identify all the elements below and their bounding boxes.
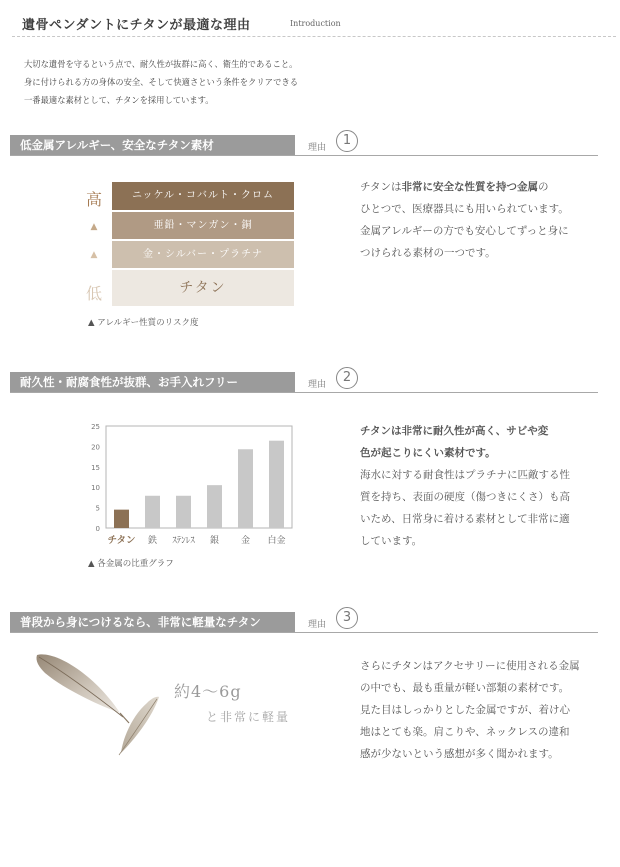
text-line: いため、日常身に着ける素材として非常に適 [360,513,570,525]
feather-light-text: と非常に軽量 [206,710,291,724]
text-line: さらにチタンはアクセサリーに使用される金属 [360,660,580,672]
text-line: 金属アレルギーの方でも安心してずっと身に [360,225,569,237]
chart-frame [106,426,292,528]
low-label: 低 [85,284,102,303]
page-title: 遺骨ペンダントにチタンが最適な理由 [22,18,251,33]
text-line: 見た目はしっかりとした金属ですが、着け心 [360,704,570,716]
section-1-number-circle: 1 [336,130,358,152]
text-line: 感が少ないという感想が多く聞かれます。 [360,748,559,760]
section-1-text [360,176,569,264]
chart-caption: ▲ 各金属の比重グラフ [88,559,174,569]
text-span: チタンは [360,181,402,193]
section-3-rule [10,632,598,633]
text-line: ひとつで、医療器具にも用いられています。 [360,203,569,215]
y-tick-label: 25 [91,423,100,431]
intro-line: 一番最適な素材として、チタンを採用しています。 [24,95,214,105]
triangle-icon: ▲ [90,250,98,260]
text-line: 質を持ち、表面の硬度（傷つきにくさ）も高 [360,491,570,503]
bar [207,485,222,528]
intro-text [24,55,298,109]
high-label: 高 [85,190,102,209]
section-1-rule [10,155,598,156]
section-2-number-circle: 2 [336,367,358,389]
y-tick-label: 20 [91,443,100,452]
x-tick-label: 金 [240,536,251,546]
text-line: の中でも、最も重量が軽い部類の素材です。 [360,682,570,694]
intro-line: 大切な遺骨を守るという点で、耐久性が抜群に高く、衛生的であること。 [24,59,298,69]
strong-line: チタンは非常に耐久性が高く、サビや変 [360,425,549,437]
allergy-caption: ▲ アレルギー性質のリスク度 [88,318,199,328]
feather-icon [25,645,175,765]
section-2-text [360,420,570,552]
section-2-rule [10,392,598,393]
allergy-row-titanium: チタン [112,270,294,306]
x-tick-label: 銀 [209,536,220,546]
bar [238,449,253,528]
text-strong: 非常に安全な性質を持つ金属 [401,181,538,193]
bar [269,441,284,528]
section-3-text [360,655,580,765]
allergy-row-gold: 金・シルバー・プラチナ [112,241,294,268]
bar [145,496,160,528]
section-3-heading: 普段から身につけるなら、非常に軽量なチタン [10,612,295,632]
section-1-reason-label: 理由 [308,143,327,153]
section-2-heading: 耐久性・耐腐食性が抜群、お手入れフリー [10,372,295,392]
header-divider [12,36,616,37]
section-3-reason-label: 理由 [308,620,327,630]
x-tick-label: 鉄 [147,536,158,546]
strong-line: 色が起こりにくい素材です。 [360,447,496,459]
intro-line: 身に付けられる方の身体の安全、そして快適さという条件をクリアできる [24,77,299,87]
bar [176,496,191,528]
page-subtitle: Introduction [290,19,341,28]
text-span: の [537,181,549,193]
section-3-number-circle: 3 [336,607,358,629]
text-line: しています。 [360,535,423,547]
chart-layer [91,423,292,546]
y-tick-label: 15 [91,463,100,472]
x-tick-label: 白金 [267,536,286,546]
section-2-reason-label: 理由 [308,380,327,390]
y-tick-label: 10 [91,484,100,493]
y-tick-label: 0 [95,525,100,533]
y-tick-label: 5 [95,504,100,513]
density-bar-chart [80,418,310,553]
x-tick-label: ｽﾃﾝﾚｽ [172,536,195,546]
section-1-heading: 低金属アレルギー、安全なチタン素材 [10,135,295,155]
x-tick-label: チタン [107,535,136,546]
allergy-row-zinc: 亜鉛・マンガン・銅 [112,212,294,239]
text-line: 海水に対する耐食性はプラチナに匹敵する性 [360,469,570,481]
feather-weight-text: 約4～6g [174,682,242,701]
bar [114,510,129,528]
text-line: つけられる素材の一つです。 [360,247,496,259]
allergy-row-nickel: ニッケル・コバルト・クロム [112,182,294,210]
triangle-icon: ▲ [90,222,98,232]
text-line: 地はとても楽。肩こりや、ネックレスの違和 [360,726,570,738]
